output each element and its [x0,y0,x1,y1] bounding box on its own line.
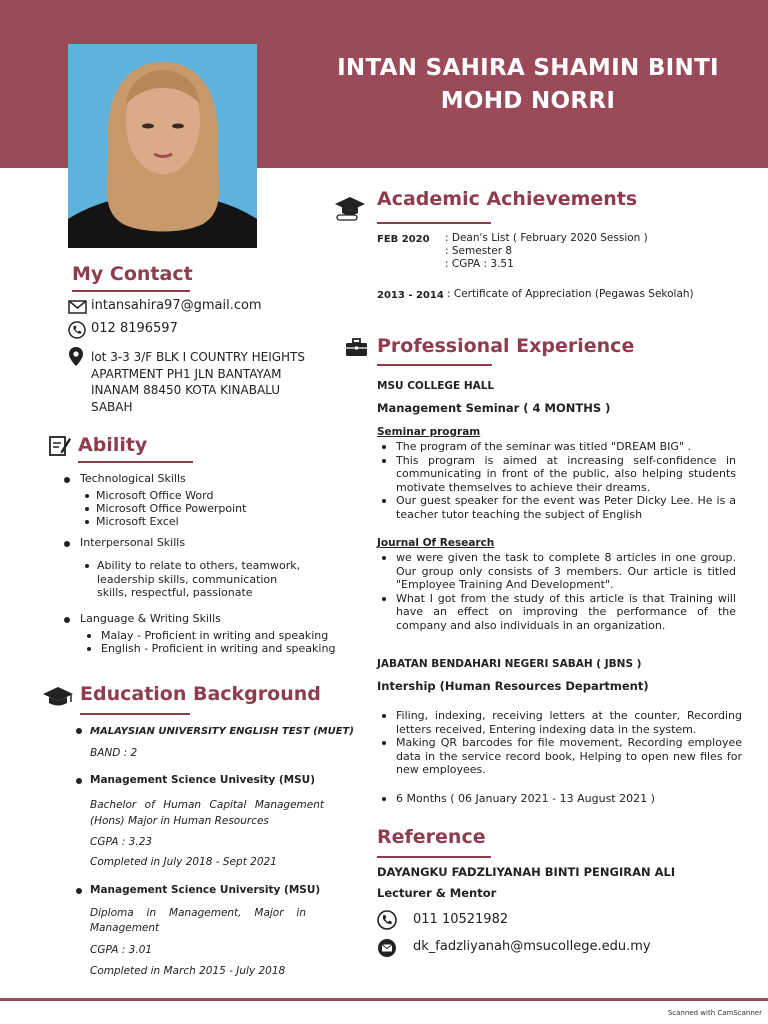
bullet-dot [85,564,89,568]
degree-cgpa: CGPA : 3.23 [90,836,153,848]
tech-skill-item: Microsoft Office Word [96,489,214,502]
job2-item: Making QR barcodes for file movement, Recording employee data in the service record book, Helping to open new files for new employees. [378,736,742,777]
location-pin-icon [68,346,84,367]
education-title: Education Background [80,683,321,705]
y2013-item: : Certificate of Appreciation (Pegawas Sekolah) [447,288,694,300]
briefcase-icon [345,338,368,357]
ability-title: Ability [78,434,148,456]
diploma-school: Management Science University (MSU) [90,884,321,896]
graduation-cap-icon [42,685,74,707]
bullet-dot [64,541,70,547]
degree-school: Management Science Univesity (MSU) [90,774,315,786]
reference-role: Lecturer & Mentor [377,886,497,900]
interpersonal-text: Ability to relate to others, teamwork, leadership skills, communication skills, respectful, passionate [97,559,301,599]
job2-item: Filing, indexing, receiving letters at the counter, Recording letters received, Entering indexing data in the system. [378,709,742,736]
contact-address: lot 3-3 3/F BLK I COUNTRY HEIGHTS APARTMENT PH1 JLN BANTAYAM INANAM 88450 KOTA KINABALU SABAH [91,350,306,414]
feb2020-label: FEB 2020 [377,234,430,245]
reference-name: DAYANGKU FADZLIYANAH BINTI PENGIRAN ALI [377,865,676,879]
degree-course-line2: (Hons) Major in Human Resources [90,815,269,827]
tech-skill-item: Microsoft Office Powerpoint [96,502,247,515]
journal-item: we were given the task to complete 8 articles in one group. Our group only consists of 3 members. Our article is titled "Employee Training And Development". [378,551,736,592]
bullet-dot [85,520,89,524]
bullet-dot [64,617,70,623]
bullet-dot [76,728,82,734]
diploma-course-line2: Management [90,922,160,934]
bullet-dot [85,507,89,511]
envelope-icon [68,300,87,314]
bullet-dot [76,778,82,784]
footer-line [0,998,768,1001]
job2-role: Intership (Human Resources Department) [377,679,649,693]
bullet-dot [64,477,70,483]
reference-email[interactable]: dk_fadzliyanah@msucollege.edu.my [413,939,651,954]
diploma-course-line1: Diploma in Management, Major in [90,907,306,919]
diploma-completed: Completed in March 2015 - July 2018 [90,965,286,977]
journal-list [378,551,736,632]
education-title-underline [80,713,190,715]
seminar-item: Our guest speaker for the event was Peter Dicky Lee. He is a teacher tutor teaching the subject of English [378,494,736,521]
job2-period: 6 Months ( 06 January 2021 - 13 August 2021 ) [378,792,738,806]
tech-skills-heading: Technological Skills [80,472,186,485]
profile-photo-drawing [68,44,257,248]
ability-title-underline [78,461,193,463]
feb2020-items: : Dean's List ( February 2020 Session ) : Semester 8 : CGPA : 3.51 [445,232,648,270]
experience-title: Professional Experience [377,335,635,357]
contact-title-underline [72,290,190,292]
edit-note-icon [49,434,71,457]
reference-title-underline [377,856,491,858]
bullet-dot [76,888,82,894]
experience-title-underline [377,364,492,366]
journal-heading: Journal Of Research [377,537,495,549]
muet-name: MALAYSIAN UNIVERSITY ENGLISH TEST (MUET) [90,726,354,737]
language-item: Malay - Proficient in writing and speaking [101,629,329,642]
language-item: English - Proficient in writing and speaking [101,642,336,655]
job2-org: JABATAN BENDAHARI NEGERI SABAH ( JBNS ) [377,658,642,670]
job1-role: Management Seminar ( 4 MONTHS ) [377,401,611,415]
tech-skill-item: Microsoft Excel [96,515,179,528]
academic-title: Academic Achievements [377,188,638,210]
phone-icon [377,910,397,930]
phone-icon [68,321,86,339]
job1-org: MSU COLLEGE HALL [377,380,495,392]
email-icon [377,938,397,958]
profile-photo [68,44,257,248]
reference-phone[interactable]: 011 10521982 [413,912,509,927]
job2-period-list [378,792,738,806]
job2-list [378,709,742,777]
scanner-watermark: Scanned with CamScanner [667,1009,762,1017]
bullet-dot [85,494,89,498]
bullet-dot [87,634,91,638]
contact-phone[interactable]: 012 8196597 [91,321,178,336]
y2013-label: 2013 - 2014 [377,290,444,301]
graduation-diploma-icon [333,194,367,222]
journal-item: What I got from the study of this article is that Training will have an effect on improving the performance of the company and also individuals in an organization. [378,592,736,633]
candidate-name: INTAN SAHIRA SHAMIN BINTI MOHD NORRI [337,55,719,114]
seminar-list [378,440,736,521]
interpersonal-heading: Interpersonal Skills [80,536,186,549]
academic-title-underline [377,222,491,224]
degree-course-line1: Bachelor of Human Capital Management [90,799,324,811]
muet-band: BAND : 2 [90,747,138,759]
reference-title: Reference [377,826,486,848]
bullet-dot [87,647,91,651]
contact-title: My Contact [72,263,193,285]
diploma-cgpa: CGPA : 3.01 [90,944,153,956]
seminar-item: The program of the seminar was titled "DREAM BIG" . [378,440,736,454]
seminar-heading: Seminar program [377,426,481,438]
seminar-item: This program is aimed at increasing self-confidence in communicating in front of the public, also helping students motivate themselves to achieve their dreams. [378,454,736,495]
contact-email[interactable]: intansahira97@gmail.com [91,298,262,313]
degree-completed: Completed in July 2018 - Sept 2021 [90,856,277,868]
language-heading: Language & Writing Skills [80,612,221,625]
